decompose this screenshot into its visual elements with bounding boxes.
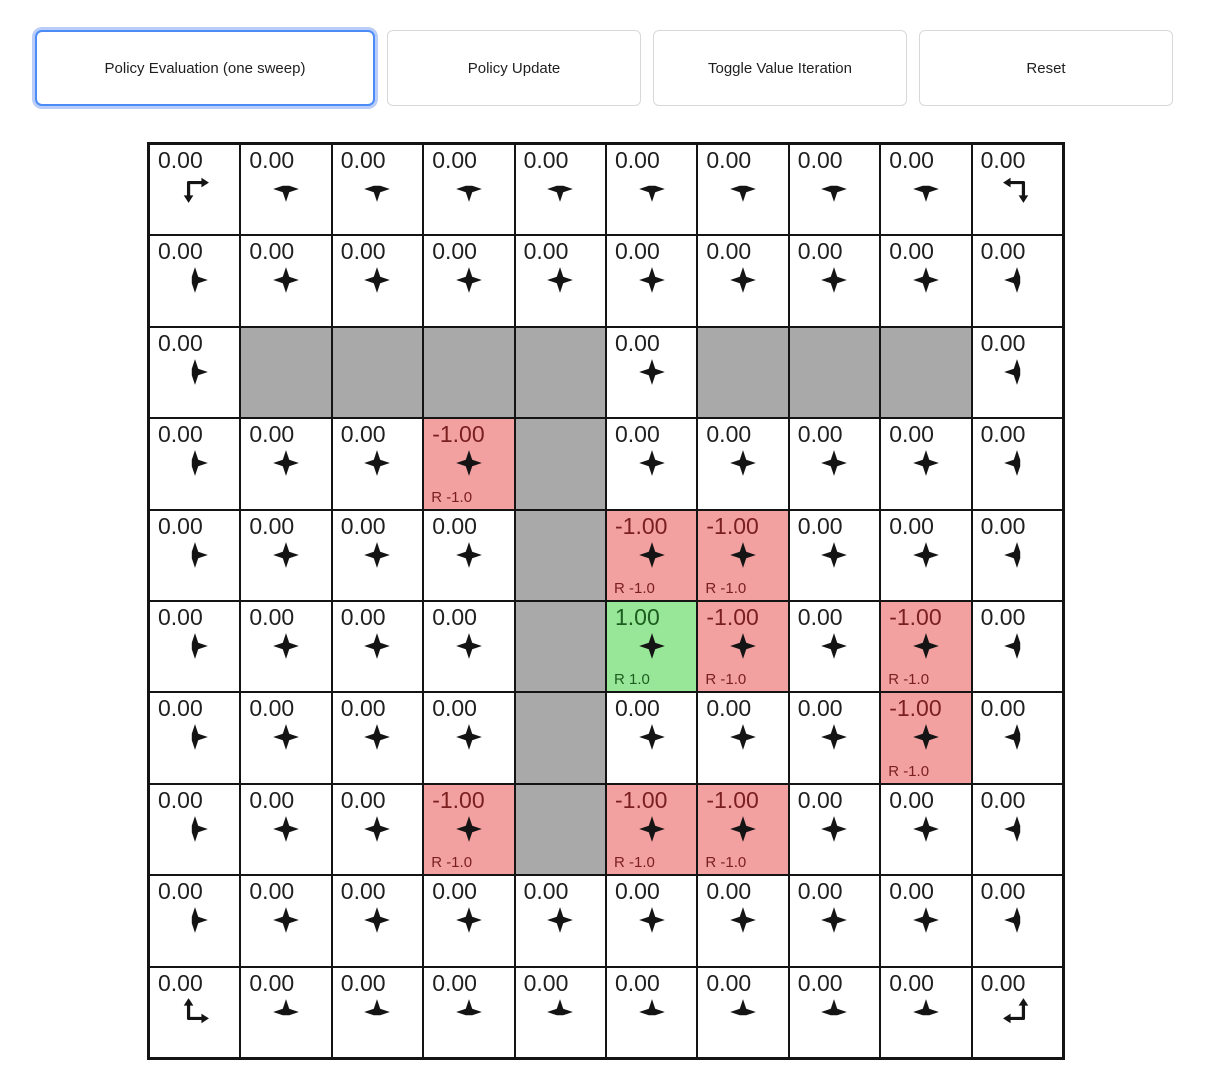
grid-cell[interactable] (606, 967, 697, 1058)
state-value: -1.00 (706, 786, 759, 813)
wall-cell[interactable] (515, 418, 606, 509)
grid-cell[interactable] (972, 144, 1063, 235)
reward-label: R -1.0 (705, 854, 747, 872)
grid-cell[interactable] (697, 692, 788, 783)
policy-arrow-all-icon (728, 814, 758, 844)
state-value: 0.00 (980, 786, 1026, 813)
state-value: 0.00 (980, 147, 1026, 173)
policy-arrow-left-right-down-icon (271, 174, 301, 204)
state-value: 0.00 (615, 695, 660, 722)
state-value: 0.00 (432, 512, 477, 539)
grid-cell[interactable] (240, 235, 331, 326)
grid-cell[interactable] (880, 875, 971, 966)
policy-arrow-all-icon (545, 905, 575, 935)
grid-cell[interactable] (972, 784, 1063, 875)
policy-arrow-left-right-up-icon (911, 997, 941, 1027)
state-value: 0.00 (706, 238, 752, 265)
policy-arrow-all-icon (911, 448, 941, 478)
policy-arrow-left-right-down-icon (911, 174, 941, 204)
grid-cell[interactable] (332, 784, 423, 875)
policy-arrow-all-icon (545, 265, 575, 295)
state-value: 0.00 (706, 878, 752, 905)
state-value: 0.00 (980, 604, 1026, 630)
grid-cell[interactable] (972, 875, 1063, 966)
grid-cell[interactable] (332, 967, 423, 1058)
policy-arrow-all-icon (271, 814, 301, 844)
state-value: 0.00 (797, 695, 843, 722)
reset-button[interactable]: Reset (919, 30, 1173, 106)
grid-cell[interactable] (606, 327, 697, 418)
state-value: 0.00 (158, 604, 203, 630)
policy-arrow-all-icon (819, 540, 849, 570)
grid-cell[interactable] (972, 235, 1063, 326)
policy-arrow-up-down-right-icon (180, 905, 210, 935)
policy-arrow-all-icon (911, 265, 941, 295)
grid-cell[interactable] (149, 875, 240, 966)
policy-arrow-up-down-left-icon (1002, 357, 1032, 387)
policy-arrow-all-icon (819, 265, 849, 295)
state-value: 0.00 (980, 969, 1026, 996)
state-value: 0.00 (980, 329, 1026, 356)
policy-arrow-all-icon (728, 265, 758, 295)
policy-arrow-left-right-up-icon (362, 997, 392, 1027)
policy-arrow-down-right-icon (180, 174, 210, 204)
state-value: 0.00 (158, 878, 203, 905)
grid-cell[interactable] (697, 510, 788, 601)
policy-arrow-all-icon (637, 905, 667, 935)
grid-cell[interactable] (149, 235, 240, 326)
state-value: 0.00 (523, 969, 569, 996)
grid-cell[interactable] (697, 601, 788, 692)
state-value: 0.00 (432, 969, 477, 996)
policy-arrow-all-icon (454, 631, 484, 661)
grid-cell[interactable] (880, 784, 971, 875)
grid-cell[interactable] (240, 418, 331, 509)
wall-cell[interactable] (240, 327, 331, 418)
grid-cell[interactable] (697, 235, 788, 326)
grid-cell[interactable] (606, 692, 697, 783)
wall-cell[interactable] (789, 327, 880, 418)
state-value: 0.00 (249, 147, 295, 173)
state-value: 0.00 (980, 238, 1026, 265)
state-value: -1.00 (889, 604, 942, 630)
grid-cell[interactable] (332, 235, 423, 326)
policy-arrow-all-icon (728, 905, 758, 935)
grid-cell[interactable] (515, 144, 606, 235)
state-value: 0.00 (706, 421, 752, 448)
wall-cell[interactable] (880, 327, 971, 418)
grid-cell[interactable] (240, 967, 331, 1058)
state-value: 0.00 (797, 512, 843, 539)
policy-arrow-left-right-down-icon (454, 174, 484, 204)
grid-cell[interactable] (423, 418, 514, 509)
policy-arrow-up-down-right-icon (180, 448, 210, 478)
state-value: 0.00 (340, 147, 386, 173)
reward-label: R -1.0 (705, 671, 747, 689)
grid-cell[interactable] (606, 235, 697, 326)
grid-cell[interactable] (606, 601, 697, 692)
state-value: 0.00 (158, 969, 203, 996)
state-value: 0.00 (249, 969, 295, 996)
policy-arrow-all-icon (911, 905, 941, 935)
state-value: 0.00 (889, 786, 934, 813)
state-value: 0.00 (158, 421, 203, 448)
state-value: 0.00 (432, 878, 477, 905)
policy-arrow-all-icon (728, 631, 758, 661)
policy-arrow-up-right-icon (180, 997, 210, 1027)
policy-arrow-all-icon (637, 540, 667, 570)
state-value: 0.00 (158, 695, 203, 722)
state-value: 0.00 (797, 878, 843, 905)
grid-cell[interactable] (606, 510, 697, 601)
grid-cell[interactable] (423, 235, 514, 326)
grid-cell[interactable] (149, 418, 240, 509)
wall-cell[interactable] (515, 510, 606, 601)
policy-arrow-all-icon (637, 448, 667, 478)
grid-cell[interactable] (789, 601, 880, 692)
policy-arrow-all-icon (454, 265, 484, 295)
policy-arrow-left-right-up-icon (819, 997, 849, 1027)
state-value: 0.00 (158, 147, 203, 173)
policy-arrow-all-icon (637, 814, 667, 844)
state-value: 0.00 (340, 604, 386, 630)
grid-cell[interactable] (789, 144, 880, 235)
state-value: 0.00 (432, 147, 477, 173)
grid-cell[interactable] (789, 510, 880, 601)
policy-arrow-all-icon (819, 722, 849, 752)
grid-cell[interactable] (697, 144, 788, 235)
state-value: 0.00 (340, 695, 386, 722)
state-value: 0.00 (523, 147, 569, 173)
state-value: -1.00 (706, 512, 759, 539)
state-value: 0.00 (523, 878, 569, 905)
policy-arrow-left-right-down-icon (545, 174, 575, 204)
policy-arrow-all-icon (819, 448, 849, 478)
state-value: 0.00 (340, 421, 386, 448)
grid-cell[interactable] (240, 601, 331, 692)
policy-arrow-up-down-right-icon (180, 814, 210, 844)
state-value: 0.00 (889, 969, 934, 996)
state-value: 0.00 (797, 238, 843, 265)
policy-arrow-left-right-down-icon (637, 174, 667, 204)
reward-label: R -1.0 (431, 488, 473, 506)
policy-arrow-up-down-left-icon (1002, 540, 1032, 570)
policy-arrow-all-icon (454, 540, 484, 570)
state-value: 0.00 (889, 147, 934, 173)
policy-arrow-all-icon (362, 631, 392, 661)
state-value: 0.00 (797, 969, 843, 996)
policy-arrow-all-icon (271, 265, 301, 295)
state-value: 0.00 (340, 512, 386, 539)
policy-arrow-up-down-right-icon (180, 357, 210, 387)
grid-cell[interactable] (332, 601, 423, 692)
grid-cell[interactable] (240, 692, 331, 783)
grid-cell[interactable] (515, 235, 606, 326)
state-value: -1.00 (889, 695, 942, 722)
grid-cell[interactable] (697, 418, 788, 509)
policy-arrow-all-icon (454, 814, 484, 844)
state-value: 1.00 (615, 604, 660, 630)
policy-arrow-all-icon (911, 814, 941, 844)
reward-label: R -1.0 (888, 762, 930, 780)
policy-arrow-all-icon (637, 265, 667, 295)
policy-arrow-up-down-right-icon (180, 265, 210, 295)
policy-arrow-down-left-icon (1002, 174, 1032, 204)
state-value: 0.00 (340, 786, 386, 813)
grid-cell[interactable] (972, 327, 1063, 418)
policy-arrow-all-icon (637, 357, 667, 387)
state-value: 0.00 (615, 421, 660, 448)
state-value: -1.00 (615, 786, 668, 813)
grid-cell[interactable] (880, 692, 971, 783)
grid-cell[interactable] (149, 784, 240, 875)
grid-cell[interactable] (880, 967, 971, 1058)
state-value: 0.00 (432, 238, 477, 265)
grid-cell[interactable] (972, 692, 1063, 783)
grid-cell[interactable] (240, 784, 331, 875)
state-value: -1.00 (706, 604, 759, 630)
policy-arrow-all-icon (362, 814, 392, 844)
state-value: 0.00 (340, 238, 386, 265)
reward-label: R -1.0 (705, 580, 747, 597)
state-value: 0.00 (249, 421, 295, 448)
state-value: 0.00 (432, 604, 477, 630)
grid-cell[interactable] (789, 875, 880, 966)
state-value: -1.00 (432, 786, 485, 813)
state-value: 0.00 (615, 238, 660, 265)
grid-cell[interactable] (789, 967, 880, 1058)
grid-cell[interactable] (697, 967, 788, 1058)
reward-label: R -1.0 (888, 671, 930, 689)
policy-arrow-all-icon (271, 631, 301, 661)
state-value: 0.00 (980, 878, 1026, 905)
wall-cell[interactable] (515, 784, 606, 875)
state-value: 0.00 (980, 512, 1026, 539)
policy-arrow-up-down-right-icon (180, 540, 210, 570)
state-value: 0.00 (249, 695, 295, 722)
policy-arrow-all-icon (728, 448, 758, 478)
policy-arrow-up-down-left-icon (1002, 814, 1032, 844)
state-value: 0.00 (980, 695, 1026, 722)
state-value: 0.00 (889, 238, 934, 265)
grid-cell[interactable] (880, 601, 971, 692)
state-value: 0.00 (432, 695, 477, 722)
grid-cell[interactable] (149, 967, 240, 1058)
grid-cell[interactable] (972, 967, 1063, 1058)
grid-cell[interactable] (332, 510, 423, 601)
reward-label: R -1.0 (614, 580, 655, 597)
state-value: 0.00 (889, 878, 934, 905)
state-value: 0.00 (158, 512, 203, 539)
policy-arrow-left-right-down-icon (362, 174, 392, 204)
grid-cell[interactable] (423, 784, 514, 875)
policy-arrow-all-icon (911, 722, 941, 752)
policy-arrow-left-right-up-icon (728, 997, 758, 1027)
grid-cell[interactable] (789, 235, 880, 326)
state-value: -1.00 (615, 512, 668, 539)
state-value: 0.00 (615, 969, 660, 996)
policy-arrow-all-icon (454, 905, 484, 935)
policy-arrow-all-icon (271, 448, 301, 478)
reward-label: R 1.0 (614, 671, 650, 689)
policy-update-button[interactable]: Policy Update (387, 30, 641, 106)
state-value: 0.00 (615, 878, 660, 905)
grid-cell[interactable] (240, 875, 331, 966)
reward-label: R -1.0 (614, 854, 655, 872)
state-value: 0.00 (249, 238, 295, 265)
grid-cell[interactable] (515, 967, 606, 1058)
wall-cell[interactable] (515, 601, 606, 692)
reward-label: R -1.0 (431, 854, 473, 872)
policy-arrow-left-right-up-icon (454, 997, 484, 1027)
policy-arrow-left-right-up-icon (545, 997, 575, 1027)
state-value: 0.00 (249, 878, 295, 905)
policy-arrow-all-icon (271, 905, 301, 935)
grid-cell[interactable] (697, 875, 788, 966)
state-value: 0.00 (706, 695, 752, 722)
state-value: 0.00 (706, 969, 752, 996)
grid-cell[interactable] (972, 510, 1063, 601)
state-value: 0.00 (797, 421, 843, 448)
toggle-value-iteration-button[interactable]: Toggle Value Iteration (653, 30, 907, 106)
policy-arrow-all-icon (362, 722, 392, 752)
grid-cell[interactable] (240, 510, 331, 601)
grid-cell[interactable] (972, 418, 1063, 509)
wall-cell[interactable] (423, 327, 514, 418)
state-value: 0.00 (889, 512, 934, 539)
policy-arrow-all-icon (362, 448, 392, 478)
grid-cell[interactable] (697, 784, 788, 875)
state-value: 0.00 (980, 421, 1026, 448)
grid-cell[interactable] (332, 875, 423, 966)
state-value: 0.00 (797, 604, 843, 630)
grid-cell[interactable] (332, 418, 423, 509)
grid-cell[interactable] (240, 144, 331, 235)
grid-cell[interactable] (149, 601, 240, 692)
policy-arrow-all-icon (911, 631, 941, 661)
policy-arrow-all-icon (362, 540, 392, 570)
state-value: 0.00 (249, 512, 295, 539)
grid-cell[interactable] (789, 692, 880, 783)
grid-cell[interactable] (880, 144, 971, 235)
grid-cell[interactable] (423, 144, 514, 235)
grid-cell[interactable] (423, 601, 514, 692)
state-value: 0.00 (249, 604, 295, 630)
policy-arrow-up-down-left-icon (1002, 722, 1032, 752)
state-value: 0.00 (158, 238, 203, 265)
gridworld-grid (147, 142, 1065, 1060)
grid-cell[interactable] (606, 144, 697, 235)
grid-cell[interactable] (972, 601, 1063, 692)
state-value: 0.00 (340, 878, 386, 905)
policy-arrow-left-right-up-icon (271, 997, 301, 1027)
wall-cell[interactable] (515, 692, 606, 783)
policy-arrow-all-icon (454, 722, 484, 752)
state-value: 0.00 (340, 969, 386, 996)
grid-cell[interactable] (149, 510, 240, 601)
grid-cell[interactable] (515, 875, 606, 966)
state-value: 0.00 (889, 421, 934, 448)
state-value: 0.00 (797, 786, 843, 813)
state-value: 0.00 (615, 329, 660, 356)
grid-cell[interactable] (606, 418, 697, 509)
grid-cell[interactable] (423, 967, 514, 1058)
toolbar (35, 30, 1173, 106)
policy-arrow-up-down-right-icon (180, 631, 210, 661)
policy-arrow-up-down-left-icon (1002, 448, 1032, 478)
policy-arrow-left-right-down-icon (728, 174, 758, 204)
state-value: 0.00 (158, 329, 203, 356)
policy-arrow-up-down-left-icon (1002, 265, 1032, 295)
policy-arrow-all-icon (271, 540, 301, 570)
policy-arrow-left-right-down-icon (819, 174, 849, 204)
state-value: 0.00 (523, 238, 569, 265)
grid-cell[interactable] (332, 144, 423, 235)
state-value: -1.00 (432, 421, 485, 448)
policy-arrow-all-icon (819, 631, 849, 661)
policy-arrow-up-left-icon (1002, 997, 1032, 1027)
policy-arrow-all-icon (454, 448, 484, 478)
policy-arrow-all-icon (362, 905, 392, 935)
grid-cell[interactable] (423, 510, 514, 601)
wall-cell[interactable] (332, 327, 423, 418)
grid-cell[interactable] (423, 692, 514, 783)
wall-cell[interactable] (697, 327, 788, 418)
state-value: 0.00 (706, 147, 752, 173)
policy-arrow-up-down-left-icon (1002, 905, 1032, 935)
grid-cell[interactable] (149, 692, 240, 783)
policy-arrow-up-down-left-icon (1002, 631, 1032, 661)
policy-arrow-all-icon (819, 814, 849, 844)
grid-cell[interactable] (880, 510, 971, 601)
state-value: 0.00 (797, 147, 843, 173)
policy-arrow-all-icon (911, 540, 941, 570)
policy-arrow-all-icon (362, 265, 392, 295)
policy-arrow-all-icon (637, 722, 667, 752)
state-value: 0.00 (615, 147, 660, 173)
state-value: 0.00 (249, 786, 295, 813)
grid-cell[interactable] (606, 875, 697, 966)
grid-cell[interactable] (423, 875, 514, 966)
policy-evaluation-button[interactable]: Policy Evaluation (one sweep) (35, 30, 375, 106)
grid-cell[interactable] (332, 692, 423, 783)
grid-cell[interactable] (789, 784, 880, 875)
grid-cell[interactable] (606, 784, 697, 875)
policy-arrow-all-icon (271, 722, 301, 752)
policy-arrow-left-right-up-icon (637, 997, 667, 1027)
state-value: 0.00 (158, 786, 203, 813)
policy-arrow-all-icon (637, 631, 667, 661)
policy-arrow-all-icon (728, 540, 758, 570)
policy-arrow-up-down-right-icon (180, 722, 210, 752)
policy-arrow-all-icon (819, 905, 849, 935)
grid-cell[interactable] (149, 327, 240, 418)
grid-cell[interactable] (789, 418, 880, 509)
wall-cell[interactable] (515, 327, 606, 418)
grid-cell[interactable] (880, 235, 971, 326)
policy-arrow-all-icon (728, 722, 758, 752)
grid-cell[interactable] (880, 418, 971, 509)
grid-cell[interactable] (149, 144, 240, 235)
